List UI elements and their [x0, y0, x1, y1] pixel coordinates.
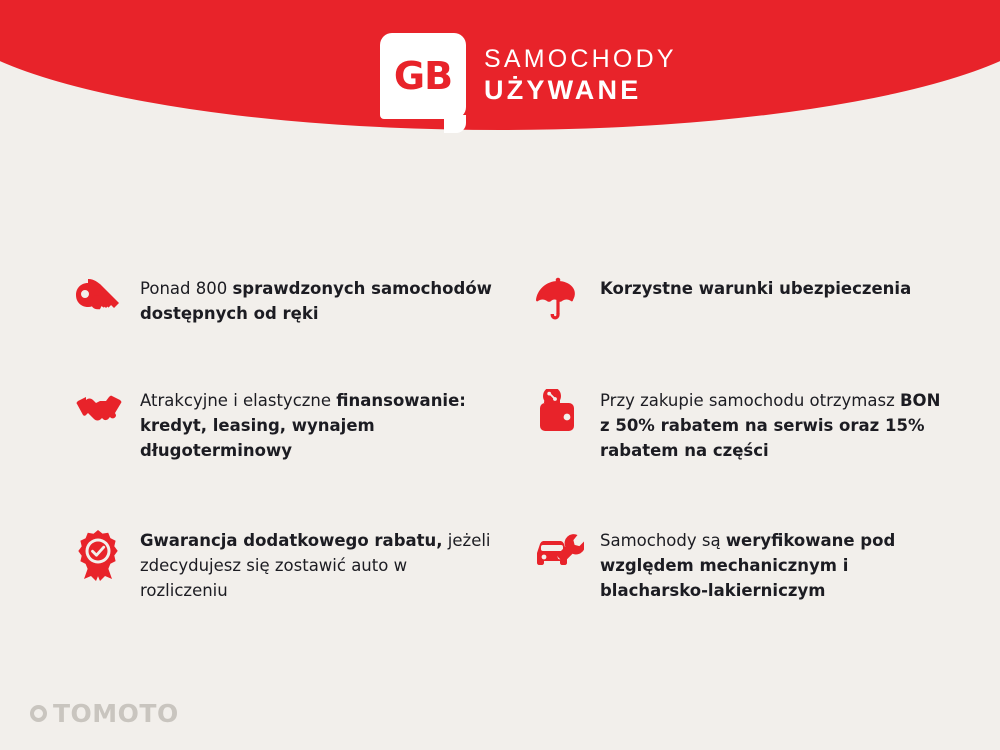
feature-item-guarantee [72, 527, 492, 603]
keys-icon [72, 275, 124, 331]
handshake-icon [72, 387, 124, 443]
logo-text: GB [393, 54, 453, 98]
feature-item-insurance [532, 275, 952, 331]
features-grid [72, 275, 952, 604]
feature-text: Samochody są weryfikowane pod względem mechanicznym i blacharsko-lakierniczym [600, 531, 896, 600]
brand-line-1: SAMOCHODY [484, 45, 677, 74]
watermark-o-icon [30, 705, 47, 722]
rosette-check-icon [72, 527, 124, 583]
brand-lockup [380, 33, 677, 119]
car-wrench-icon [532, 527, 584, 583]
watermark-text: TOMOTO [53, 699, 179, 728]
wallet-discount-icon [532, 387, 584, 443]
brand-line-2: UŻYWANE [484, 74, 642, 105]
brand-text [484, 45, 677, 106]
feature-item-verification [532, 527, 952, 603]
feature-item-keys [72, 275, 492, 331]
header-banner [0, 0, 1000, 150]
feature-item-voucher [532, 387, 952, 463]
feature-text: Ponad 800 sprawdzonych samochodów dostępnych od ręki [140, 279, 492, 323]
otomoto-watermark [30, 699, 179, 728]
gb-logo-icon [380, 33, 466, 119]
feature-item-financing [72, 387, 492, 463]
feature-text: Atrakcyjne i elastyczne finansowanie: kredyt, leasing, wynajem długoterminowy [140, 391, 466, 460]
feature-text: Gwarancja dodatkowego rabatu, jeżeli zdecydujesz się zostawić auto w rozliczeniu [140, 531, 491, 600]
umbrella-icon [532, 275, 584, 331]
feature-text: Korzystne warunki ubezpieczenia [600, 279, 912, 298]
feature-text: Przy zakupie samochodu otrzymasz BON z 50% rabatem na serwis oraz 15% rabatem na części [600, 391, 941, 460]
